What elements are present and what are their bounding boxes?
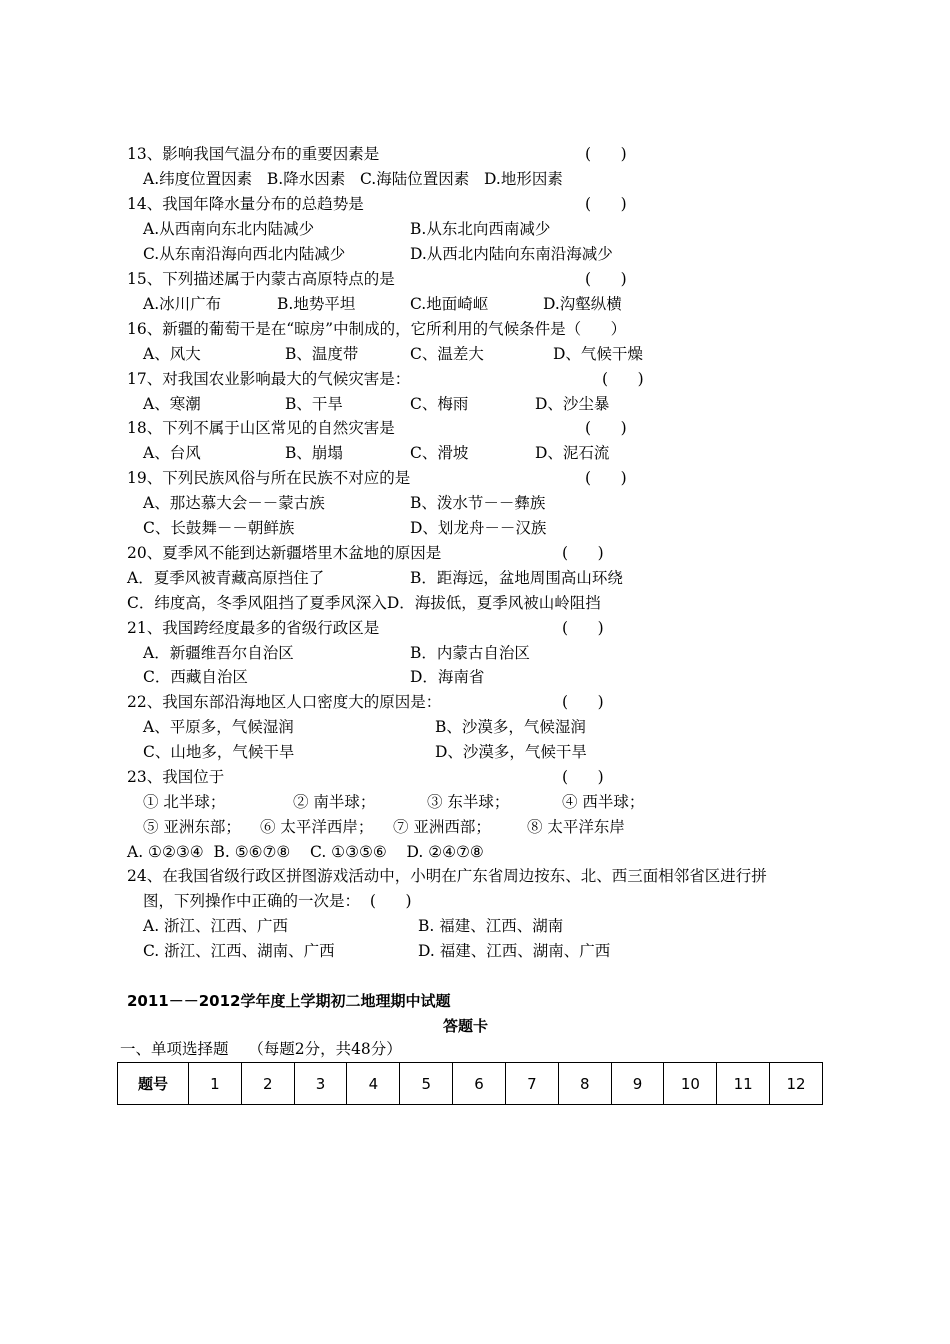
q20-stem: 20、夏季风不能到达新疆塔里木盆地的原因是: [127, 544, 442, 562]
q14-option-d: D.从西北内陆向东南沿海减少: [410, 245, 613, 263]
question-number-cell: 7: [505, 1063, 558, 1105]
q17-option-b: B、干旱: [285, 395, 343, 413]
q18-option-a: A、台风: [143, 444, 201, 462]
q24-option-d: D. 福建、江西、湖南、广西: [418, 942, 611, 960]
q21-option-c: C．西藏自治区: [143, 668, 248, 686]
q15-stem: 15、下列描述属于内蒙古高原特点的是: [127, 270, 395, 288]
q23-item-1: ① 北半球；: [143, 793, 226, 811]
q21-stem: 21、我国跨经度最多的省级行政区是: [127, 619, 380, 637]
question-number-header: 题号: [118, 1063, 189, 1105]
answer-card-title: 答题卡: [443, 1017, 489, 1035]
q16-option-c: C、温差大: [410, 345, 484, 363]
q13-stem: 13、影响我国气温分布的重要因素是: [127, 145, 380, 163]
q16-stem: 16、新疆的葡萄干是在“晾房”中制成的，它所利用的气候条件是（ ）: [127, 320, 627, 338]
question-number-cell: 3: [294, 1063, 347, 1105]
q22-stem: 22、我国东部沿海地区人口密度大的原因是：: [127, 693, 442, 711]
question-number-cell: 9: [611, 1063, 664, 1105]
q23-item-2: ② 南半球；: [293, 793, 376, 811]
q14-option-a: A.从西南向东北内陆减少: [143, 220, 315, 238]
question-number-cell: 2: [241, 1063, 294, 1105]
q22-option-b: B、沙漠多，气候湿润: [435, 718, 586, 736]
q23-item-6: ⑥ 太平洋西岸；: [260, 818, 374, 836]
q17-stem: 17、对我国农业影响最大的气候灾害是：: [127, 370, 411, 388]
q22-option-d: D、沙漠多，气候干旱: [435, 743, 587, 761]
question-number-cell: 4: [347, 1063, 400, 1105]
question-number-cell: 5: [400, 1063, 453, 1105]
q24-stem: 24、在我国省级行政区拼图游戏活动中，小明在广东省周边按东、北、西三面相邻省区进行拼: [127, 867, 767, 885]
question-number-cell: 6: [453, 1063, 506, 1105]
q15-option-c: C.地面崎岖: [410, 295, 489, 313]
q23-item-7: ⑦ 亚洲西部；: [393, 818, 491, 836]
q17-option-c: C、梅雨: [410, 395, 469, 413]
q15-option-d: D.沟壑纵横: [543, 295, 622, 313]
q22-paren: ( ): [562, 693, 604, 711]
q24-option-c: C. 浙江、江西、湖南、广西: [143, 942, 335, 960]
q20-paren: ( ): [562, 544, 604, 562]
q18-option-c: C、滑坡: [410, 444, 469, 462]
q22-option-a: A、平原多，气候湿润: [143, 718, 294, 736]
q14-paren: ( ): [585, 195, 627, 213]
q14-option-b: B.从东北向西南减少: [410, 220, 551, 238]
q21-paren: ( ): [562, 619, 604, 637]
q22-option-c: C、山地多，气候干旱: [143, 743, 295, 761]
question-number-cell: 8: [558, 1063, 611, 1105]
q21-option-d: D．海南省: [410, 668, 485, 686]
q18-option-b: B、崩塌: [285, 444, 343, 462]
q23-paren: ( ): [562, 768, 604, 786]
q23-item-3: ③ 东半球；: [427, 793, 510, 811]
q21-option-a: A．新疆维吾尔自治区: [143, 644, 294, 662]
q17-option-a: A、寒潮: [143, 395, 201, 413]
q15-option-b: B.地势平坦: [277, 295, 356, 313]
q18-stem: 18、下列不属于山区常见的自然灾害是: [127, 419, 395, 437]
q20-option-a: A．夏季风被青藏高原挡住了: [127, 569, 325, 587]
q14-stem: 14、我国年降水量分布的总趋势是: [127, 195, 364, 213]
q14-option-c: C.从东南沿海向西北内陆减少: [143, 245, 346, 263]
question-number-cell: 1: [189, 1063, 242, 1105]
q16-option-d: D、气候干燥: [553, 345, 643, 363]
q19-option-c: C、长鼓舞－－朝鲜族: [143, 519, 295, 537]
q23-options: A. ①②③④ B. ⑤⑥⑦⑧ C. ①③⑤⑥ D. ②④⑦⑧: [127, 843, 484, 861]
q24-option-b: B. 福建、江西、湖南: [418, 917, 564, 935]
question-number-cell: 12: [770, 1063, 823, 1105]
q18-option-d: D、泥石流: [535, 444, 610, 462]
answer-table-row: [118, 1063, 823, 1105]
q18-paren: ( ): [585, 419, 627, 437]
q23-item-4: ④ 西半球；: [562, 793, 645, 811]
question-number-cell: 11: [717, 1063, 770, 1105]
q24-stem-continued: 图，下列操作中正确的一次是： ( ): [143, 892, 412, 910]
q19-stem: 19、下列民族风俗与所在民族不对应的是: [127, 469, 411, 487]
q19-paren: ( ): [585, 469, 627, 487]
q17-paren: ( ): [602, 370, 644, 388]
q15-option-a: A.冰川广布: [143, 295, 222, 313]
question-number-cell: 10: [664, 1063, 717, 1105]
exam-title: 2011－－2012学年度上学期初二地理期中试题: [127, 992, 451, 1010]
section-heading: 一、单项选择题 （每题2分，共48分）: [120, 1040, 402, 1058]
q16-option-b: B、温度带: [285, 345, 359, 363]
q20-option-b: B．距海远，盆地周围高山环绕: [410, 569, 623, 587]
q16-option-a: A、风大: [143, 345, 201, 363]
q21-option-b: B．内蒙古自治区: [410, 644, 530, 662]
q19-option-a: A、那达慕大会－－蒙古族: [143, 494, 325, 512]
answer-table: [117, 1062, 823, 1105]
q13-options: A.纬度位置因素 B.降水因素 C.海陆位置因素 D.地形因素: [143, 170, 563, 188]
q19-option-d: D、划龙舟－－汉族: [410, 519, 547, 537]
q23-item-8: ⑧ 太平洋东岸: [527, 818, 625, 836]
q20-option-cd: C．纬度高，冬季风阻挡了夏季风深入D．海拔低，夏季风被山岭阻挡: [127, 594, 601, 612]
q23-item-5: ⑤ 亚洲东部；: [143, 818, 241, 836]
q24-option-a: A. 浙江、江西、广西: [143, 917, 289, 935]
q13-paren: ( ): [585, 145, 627, 163]
q17-option-d: D、沙尘暴: [535, 395, 610, 413]
q19-option-b: B、泼水节－－彝族: [410, 494, 546, 512]
q23-stem: 23、我国位于: [127, 768, 225, 786]
q15-paren: ( ): [585, 270, 627, 288]
